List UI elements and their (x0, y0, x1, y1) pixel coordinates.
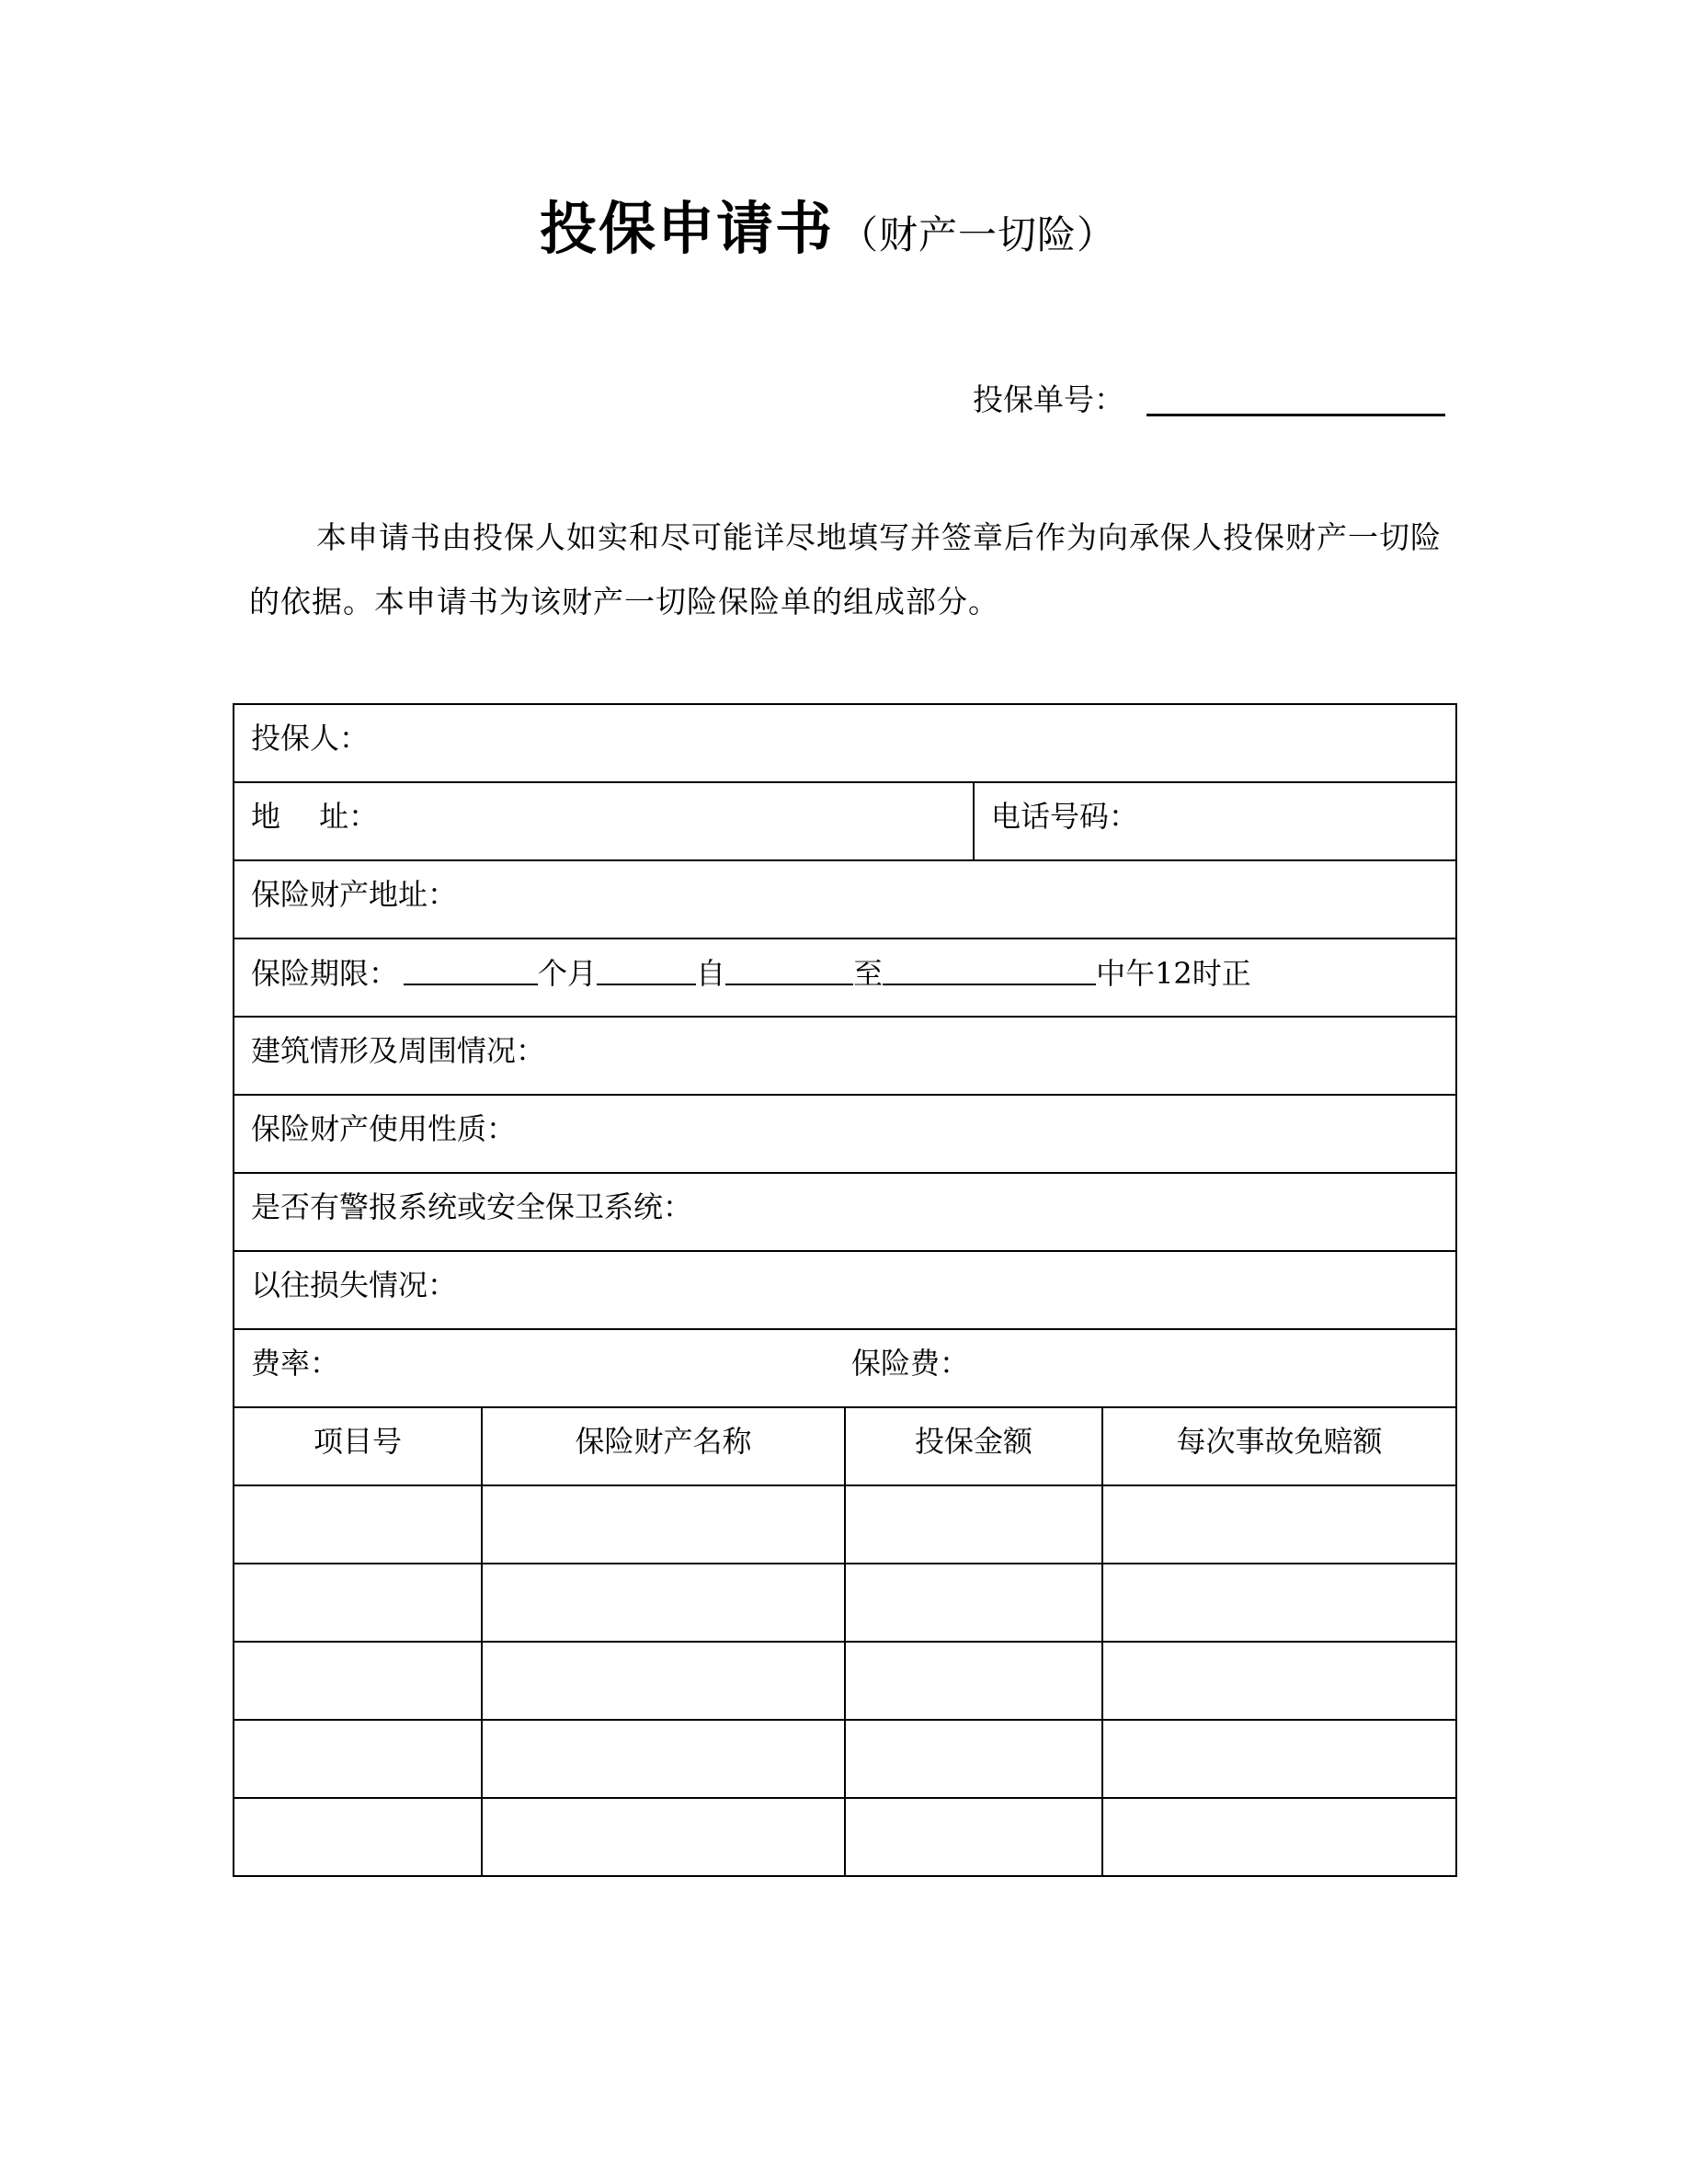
row-rate-premium (234, 1329, 1456, 1407)
header-sum-insured: 投保金额 (845, 1407, 1102, 1485)
deductible-cell[interactable] (1102, 1485, 1456, 1564)
phone-label: 电话号码： (991, 799, 1139, 834)
period-months-input[interactable] (404, 956, 538, 985)
items-header-row (234, 1407, 1456, 1485)
header-deductible: 每次事故免赔额 (1102, 1407, 1456, 1485)
application-form-table (233, 703, 1457, 1877)
alarm-label: 是否有警报系统或安全保卫系统： (251, 1189, 693, 1224)
phone-field[interactable] (974, 782, 1456, 860)
sum-insured-cell[interactable] (845, 1720, 1102, 1798)
loss-history-label: 以往损失情况： (251, 1268, 458, 1302)
item-row (234, 1642, 1456, 1720)
period-from-label: 自 (696, 956, 726, 991)
period-start-input[interactable] (725, 956, 853, 985)
sum-insured-cell[interactable] (845, 1485, 1102, 1564)
period-to-label: 至 (853, 956, 884, 991)
deductible-cell[interactable] (1102, 1642, 1456, 1720)
building-label: 建筑情形及周围情况： (251, 1033, 546, 1068)
document-title (540, 195, 1117, 262)
property-address-label: 保险财产地址： (251, 877, 458, 912)
property-address-field[interactable] (234, 860, 1456, 938)
intro-paragraph: 本申请书由投保人如实和尽可能详尽地填写并签章后作为向承保人投保财产一切险的依据。本申请书为该财产一切险保险单的组成部分。 (249, 519, 1442, 620)
alarm-field[interactable] (234, 1173, 1456, 1251)
sum-insured-cell[interactable] (845, 1564, 1102, 1642)
item-no-cell[interactable] (234, 1485, 482, 1564)
item-row (234, 1798, 1456, 1876)
building-field[interactable] (234, 1017, 1456, 1095)
sum-insured-cell[interactable] (845, 1798, 1102, 1876)
applicant-field[interactable] (234, 704, 1456, 782)
row-loss-history (234, 1251, 1456, 1329)
item-no-cell[interactable] (234, 1642, 482, 1720)
rate-label: 费率： (251, 1346, 340, 1381)
row-applicant (234, 704, 1456, 782)
loss-history-field[interactable] (234, 1251, 1456, 1329)
property-name-cell[interactable] (482, 1798, 845, 1876)
item-no-cell[interactable] (234, 1720, 482, 1798)
policy-number-label: 投保单号： (973, 381, 1124, 417)
address-field[interactable] (234, 782, 974, 860)
row-usage (234, 1095, 1456, 1173)
sum-insured-cell[interactable] (845, 1642, 1102, 1720)
item-row (234, 1564, 1456, 1642)
period-months-unit: 个月 (538, 956, 598, 991)
period-suffix: 中午12时正 (1096, 956, 1251, 991)
deductible-cell[interactable] (1102, 1564, 1456, 1642)
item-no-cell[interactable] (234, 1564, 482, 1642)
item-row (234, 1720, 1456, 1798)
period-end-input[interactable] (883, 956, 1096, 985)
item-no-cell[interactable] (234, 1798, 482, 1876)
header-property-name: 保险财产名称 (482, 1407, 845, 1485)
policy-number-field (973, 381, 1445, 417)
policy-number-input[interactable] (1146, 414, 1445, 416)
row-insurance-period (234, 938, 1456, 1017)
usage-field[interactable] (234, 1095, 1456, 1173)
row-property-address (234, 860, 1456, 938)
header-item-no: 项目号 (234, 1407, 482, 1485)
row-alarm (234, 1173, 1456, 1251)
property-name-cell[interactable] (482, 1720, 845, 1798)
property-name-cell[interactable] (482, 1485, 845, 1564)
period-label: 保险期限： (251, 956, 399, 991)
deductible-cell[interactable] (1102, 1720, 1456, 1798)
row-address (234, 782, 1456, 860)
row-building (234, 1017, 1456, 1095)
property-name-cell[interactable] (482, 1642, 845, 1720)
applicant-label: 投保人： (251, 721, 370, 756)
period-start-input-a[interactable] (597, 956, 696, 985)
title-subtitle: （财产一切险） (839, 212, 1117, 257)
insurance-period-field (234, 938, 1456, 1017)
address-label: 地 址： (251, 799, 379, 834)
premium-label: 保险费： (851, 1346, 970, 1381)
deductible-cell[interactable] (1102, 1798, 1456, 1876)
rate-premium-field[interactable] (234, 1329, 1456, 1407)
item-row (234, 1485, 1456, 1564)
property-name-cell[interactable] (482, 1564, 845, 1642)
usage-label: 保险财产使用性质： (251, 1111, 517, 1146)
title-main: 投保申请书 (540, 195, 835, 262)
